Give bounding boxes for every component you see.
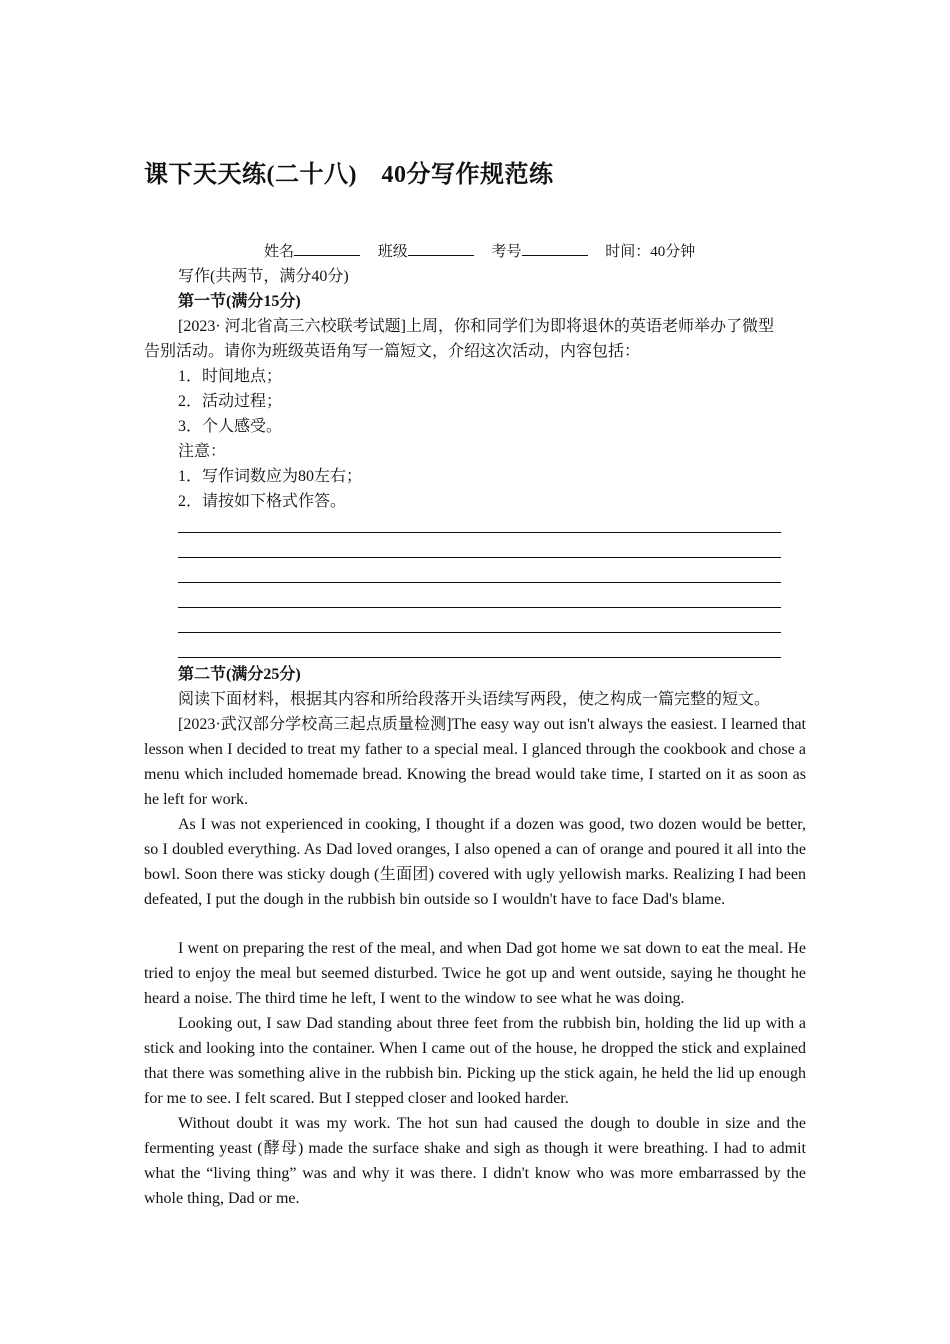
section1-heading: 第一节(满分15分) — [178, 293, 301, 310]
answer-line[interactable] — [178, 632, 781, 633]
story-paragraph: I went on preparing the rest of the meal, and when Dad got home we sat down to eat the meal. He tried to enjoy the meal but seemed disturbed. Twice he got up and went outside, saying he thought he heard a noise. The third time he left, I went to the window to see what he was doing. — [144, 940, 806, 1007]
answer-line[interactable] — [178, 607, 781, 608]
section1-item: 1．时间地点； — [178, 368, 283, 385]
answer-line[interactable] — [178, 557, 781, 558]
section1-prompt-line1: [2023· 河北省高三六校联考试题]上周，你和同学们为即将退休的英语老师举办了微型 — [178, 318, 774, 335]
answer-line[interactable] — [178, 657, 781, 658]
section1-item: 3．个人感受。 — [178, 418, 283, 435]
story-paragraph: [2023·武汉部分学校高三起点质量检测]The easy way out isn't always the easiest. I learned that lesson when I decided to treat my father to a special meal. I glanced through the cookbook and chose a menu which included homemade bread. Knowing the bread would take time, I started on it as soon as he left for work. — [144, 716, 806, 808]
writing-header: 写作(共两节，满分40分) — [178, 268, 349, 285]
name-blank[interactable] — [294, 241, 360, 256]
page-title: 课下天天练(二十八) 40分写作规范练 — [144, 162, 554, 188]
section1-prompt-line2: 告别活动。请你为班级英语角写一篇短文，介绍这次活动，内容包括： — [144, 343, 641, 360]
time-label: 时间：40分钟 — [605, 244, 696, 260]
section2-instruction: 阅读下面材料，根据其内容和所给段落开头语续写两段，使之构成一篇完整的短文。 — [178, 691, 771, 708]
answer-line[interactable] — [178, 582, 781, 583]
story-paragraph: As I was not experienced in cooking, I thought if a dozen was good, two dozen would be better, so I doubled everything. As Dad loved oranges, I also opened a can of orange and poured it all into the bowl. Soon there was sticky dough (生面团) covered with ugly yellowish marks. Realizing I had been defeated, I put the dough in the rubbish bin outside so I wouldn't have to face Dad's blame. — [144, 816, 806, 908]
exam-no-label: 考号 — [491, 244, 522, 260]
answer-line[interactable] — [178, 532, 781, 533]
section1-item: 2．活动过程； — [178, 393, 283, 410]
class-blank[interactable] — [408, 241, 474, 256]
note-item: 1．写作词数应为80左右； — [178, 468, 363, 485]
class-label: 班级 — [377, 244, 408, 260]
note-label: 注意： — [178, 443, 227, 460]
story-paragraph: Without doubt it was my work. The hot sun had caused the dough to double in size and the fermenting yeast (酵母) made the surface shake and sigh as though it were breathing. I had to admit what the “living thing” was and why it was there. I didn't know who was more embarrassed by the whole thing, Dad or me. — [144, 1115, 806, 1207]
note-item: 2．请按如下格式作答。 — [178, 493, 347, 510]
student-info-row — [264, 240, 709, 261]
exam-no-blank[interactable] — [522, 241, 588, 256]
name-label: 姓名 — [264, 244, 295, 260]
section2-heading: 第二节(满分25分) — [178, 666, 301, 683]
story-paragraph: Looking out, I saw Dad standing about three feet from the rubbish bin, holding the lid up with a stick and looking into the container. When I came out of the house, he dropped the stick and explained that there was something alive in the rubbish bin. Picking up the stick again, he held the lid up enough for me to see. I felt scared. But I stepped closer and looked harder. — [144, 1015, 806, 1107]
